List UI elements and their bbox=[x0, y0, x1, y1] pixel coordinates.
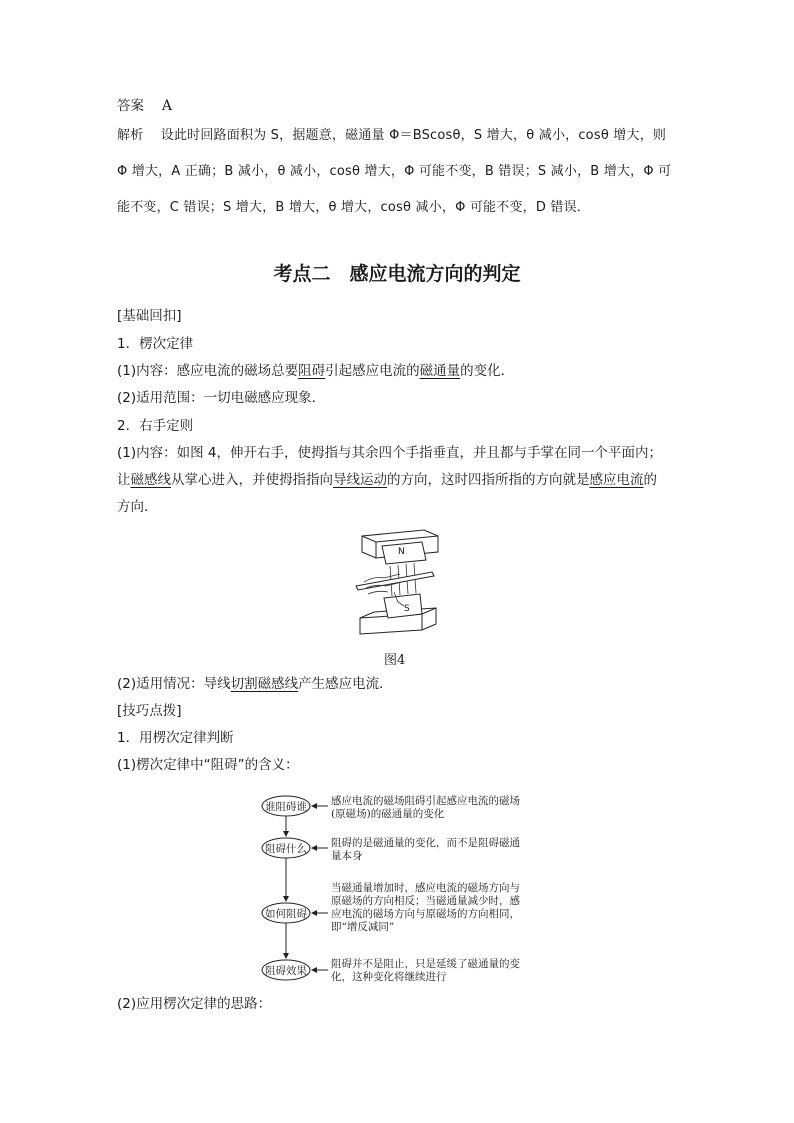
flow-desc-line: 应电流的磁场方向与原磁场的方向相同， bbox=[331, 908, 520, 920]
section-title: 考点二 感应电流方向的判定 bbox=[273, 263, 521, 285]
right-hand-rule-figure bbox=[354, 526, 442, 638]
basic-item1-title: 1．楞次定律 bbox=[117, 336, 194, 352]
text-run: (2)适用情况：导线 bbox=[117, 676, 231, 692]
underlined-term: 导线运动 bbox=[333, 472, 387, 488]
basic-item2-p1-line3: 方向． bbox=[117, 499, 158, 515]
skills-p1: (1)楞次定律中“阻碍”的含义： bbox=[117, 757, 299, 773]
flow-desc-line: 化，这种变化将继续进行 bbox=[331, 971, 447, 983]
underlined-term: 感应电流 bbox=[589, 472, 644, 488]
skills-item1-title: 1．用楞次定律判断 bbox=[117, 730, 234, 746]
flow-desc-line: 当磁通量增加时，感应电流的磁场方向与 bbox=[331, 882, 520, 894]
analysis-line-3: 能不变，C 错误；S 增大，B 增大，θ 增大，cosθ 减小，Φ 可能不变，D 错误． bbox=[117, 200, 590, 215]
hand-fingers bbox=[368, 591, 388, 594]
text-run: 的变化． bbox=[460, 363, 515, 379]
magnet-n-label: N bbox=[398, 547, 405, 557]
analysis-text-1: 设此时回路面积为 S，据题意，磁通量 Φ＝BScosθ，S 增大，θ 减小，cosθ 增大，则 bbox=[160, 128, 667, 143]
flow-desc-line: 感应电流的磁场阻碍引起感应电流的磁场 bbox=[331, 795, 520, 807]
flow-desc-line: 阻碍的是磁通量的变化，而不是阻碍磁通 bbox=[331, 837, 520, 849]
answer-line bbox=[117, 96, 172, 116]
text-run: 的方向，这时四指所指的方向就是 bbox=[387, 472, 590, 488]
flow-node-label: 阻碍效果 bbox=[265, 965, 307, 977]
basic-header: [基础回扣] bbox=[117, 308, 182, 324]
flow-desc-line: 阻碍并不是阻止，只是延缓了磁通量的变 bbox=[331, 958, 520, 970]
flow-desc-line: 原磁场的方向相反；当磁通量减少时，感 bbox=[331, 895, 520, 907]
answer-label: 答案 bbox=[117, 98, 144, 114]
pole-s bbox=[384, 594, 422, 618]
skills-p2: (2)应用楞次定律的思路： bbox=[117, 996, 272, 1012]
hinder-meaning-diagram bbox=[258, 790, 558, 985]
flow-node-label: 阻碍什么 bbox=[265, 843, 307, 855]
basic-item2-p1-line2 bbox=[117, 470, 657, 490]
basic-item1-p1 bbox=[117, 361, 514, 381]
analysis-line-1 bbox=[117, 126, 666, 146]
analysis-line-2: Φ 增大，A 正确；B 减小，θ 减小，cosθ 增大，Φ 可能不变，B 错误；S 减小，B 增大，Φ 可 bbox=[117, 164, 672, 179]
basic-item1-p2: (2)适用范围：一切电磁感应现象． bbox=[117, 390, 326, 406]
underlined-term: 磁通量 bbox=[419, 363, 461, 379]
skills-header: [技巧点拨] bbox=[117, 703, 182, 719]
flow-desc-line: 即“增反减同” bbox=[331, 921, 395, 933]
text-run: 引起感应电流的 bbox=[325, 363, 420, 379]
magnet-s-label: S bbox=[404, 604, 410, 614]
flow-node-label: 如何阻碍 bbox=[265, 908, 307, 920]
underlined-term: 磁感线 bbox=[130, 472, 171, 488]
flow-desc-line: (原磁场)的磁通量的变化 bbox=[331, 808, 445, 820]
underlined-term: 阻碍 bbox=[298, 363, 326, 379]
basic-item2-p2 bbox=[117, 674, 393, 694]
answer-value: A bbox=[161, 98, 172, 114]
text-run: 产生感应电流． bbox=[298, 676, 393, 692]
flow-node-label: 谁阻碍谁 bbox=[265, 801, 307, 813]
figure-caption: 图4 bbox=[384, 653, 406, 668]
text-run: (1)内容：感应电流的磁场总要 bbox=[117, 363, 299, 379]
text-run: 让 bbox=[117, 472, 131, 488]
analysis-label: 解析 bbox=[117, 128, 144, 143]
text-run: 的 bbox=[643, 472, 657, 488]
text-run: 从掌心进入，并使拇指指向 bbox=[171, 472, 333, 488]
basic-item2-p1-line1: (1)内容：如图 4，伸开右手，使拇指与其余四个手指垂直，并且都与手掌在同一个平面内； bbox=[117, 445, 663, 461]
flow-desc-line: 量本身 bbox=[331, 850, 363, 862]
underlined-term: 切割磁感线 bbox=[230, 676, 299, 692]
basic-item2-title: 2．右手定则 bbox=[117, 418, 194, 434]
